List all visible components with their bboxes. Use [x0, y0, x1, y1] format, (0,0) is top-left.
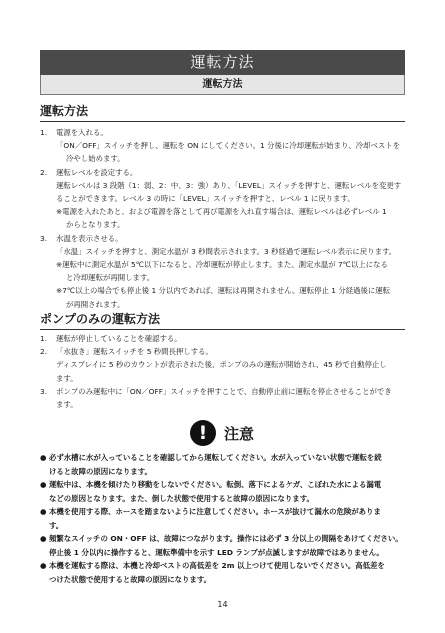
bullet-icon: ●: [40, 480, 47, 489]
caution-list: [40, 451, 410, 586]
step-3-note-line: と冷却運転が再開します。: [66, 273, 155, 283]
exclamation-icon: !: [190, 420, 216, 446]
step-title: 電源を入れる。: [56, 128, 108, 137]
pump-step-2: [40, 345, 410, 358]
page-subtitle-banner: 運転方法: [40, 75, 405, 95]
caution-line: 本機を使用する際、ホースを踏まないように注意してください。ホースが抜けて漏水の危険がありま: [49, 507, 381, 516]
page-number: 14: [217, 600, 228, 609]
step-2-note-line: ※電源を入れたあと、および電源を落として再び電源を入れ直す場合は、運転レベルは必ずレベル 1: [56, 207, 387, 217]
step-3-note-line: ※7℃以上の場合でも停止後 1 分以内であれば、運転は再開されません。運転停止 1 分経過後に運転: [56, 286, 391, 296]
caution-heading: [190, 418, 254, 448]
step-2-body-line: ることができます。レベル 3 の時に「LEVEL」スイッチを押すと、レベル 1 に戻ります。: [56, 194, 355, 204]
step-line: 「水抜き」運転スイッチを 5 秒間長押しする。: [56, 347, 213, 357]
step-2-note-line: からとなります。: [66, 220, 125, 230]
bullet-icon: ●: [40, 453, 47, 462]
step-1-body-line: 「ON／OFF」スイッチを押し、運転を ON にしてください。1 分後に冷却運転が始まり、冷却ベストを: [56, 141, 401, 151]
step-3-body-line: 「水温」スイッチを押すと、測定水温が 3 秒間表示されます。3 秒経過で運転レベル表示に戻ります。: [56, 246, 397, 256]
pump-step-3: [40, 385, 410, 398]
pump-step-2-line: ディスプレイに 5 秒のカウントが表示された後、ポンプのみの運転が開始され、45 秒で自動停止し: [56, 360, 387, 370]
step-number: 2.: [40, 347, 48, 357]
step-number: 3.: [40, 233, 48, 243]
section-heading-operation: 運転方法: [40, 102, 405, 122]
step-3-note-line: が再開されます。: [66, 299, 125, 309]
bullet-icon: ●: [40, 534, 47, 543]
caution-line: 頻繁なスイッチの ON・OFF は、故障につながります。操作には必ず 3 分以上の間隔をあけてください。: [49, 534, 403, 543]
caution-line: 停止後 1 分以内に操作すると、運転準備中を示す LED ランプが点滅しますが故障ではありません。: [49, 547, 384, 557]
caution-item: [40, 532, 410, 546]
caution-line: つけた状態で使用すると故障の原因になります。: [49, 574, 212, 584]
caution-item: [40, 451, 410, 465]
caution-line: 本機を運転する際は、本機と冷却ベストの高低差を 2m 以上つけて使用しないでください。高低差を: [49, 561, 385, 570]
pump-steps: [40, 332, 410, 411]
step-title: 水温を表示させる。: [56, 233, 123, 243]
section-heading-pump-only: ポンプのみの運転方法: [40, 310, 405, 330]
step-3-title: [40, 232, 410, 245]
bullet-icon: ●: [40, 507, 47, 516]
step-number: 1.: [40, 334, 48, 343]
page-title-banner: 運転方法: [40, 50, 405, 75]
caution-line: す。: [49, 520, 64, 530]
step-number: 1.: [40, 128, 48, 137]
operation-steps: [40, 126, 410, 311]
pump-step-1: [40, 332, 410, 345]
caution-item: [40, 505, 410, 519]
step-title: 運転レベルを設定する。: [56, 167, 138, 177]
bullet-icon: ●: [40, 561, 47, 570]
step-number: 3.: [40, 386, 48, 396]
caution-line: などの原因となります。また、倒した状態で使用すると故障の原因になります。: [49, 493, 314, 503]
caution-item: [40, 559, 410, 573]
step-2-title: [40, 166, 410, 179]
step-number: 2.: [40, 167, 48, 177]
pump-step-3-line: ます。: [56, 400, 78, 410]
caution-item: [40, 478, 410, 492]
step-line: ポンプのみ運転中に「ON／OFF」スイッチを押すことで、自動停止前に運転を停止させることができ: [56, 386, 392, 396]
step-line: 運転が停止していることを確認する。: [56, 334, 182, 343]
caution-label: 注意: [224, 424, 255, 443]
step-1-body-line: 冷やし始めます。: [66, 154, 125, 164]
caution-line: 必ず水槽に水が入っていることを確認してから運転してください。水が入っていない状態で運転を続: [49, 453, 382, 462]
step-1-title: [40, 126, 410, 139]
pump-step-2-line: ます。: [56, 373, 78, 383]
step-2-body-line: 運転レベルは 3 段階（1：弱、2：中、3：強）あり、「LEVEL」スイッチを押すと、運転レベルを変更す: [56, 180, 402, 190]
caution-line: 運転中は、本機を傾けたり移動をしないでください。転倒、落下によるケガ、こぼれた水による漏電: [49, 480, 382, 489]
step-3-note-line: ※運転中に測定水温が 5℃以下になると、冷却運転が停止します。また、測定水温が 7℃以上になる: [56, 260, 388, 270]
caution-line: けると故障の原因になります。: [49, 466, 152, 476]
